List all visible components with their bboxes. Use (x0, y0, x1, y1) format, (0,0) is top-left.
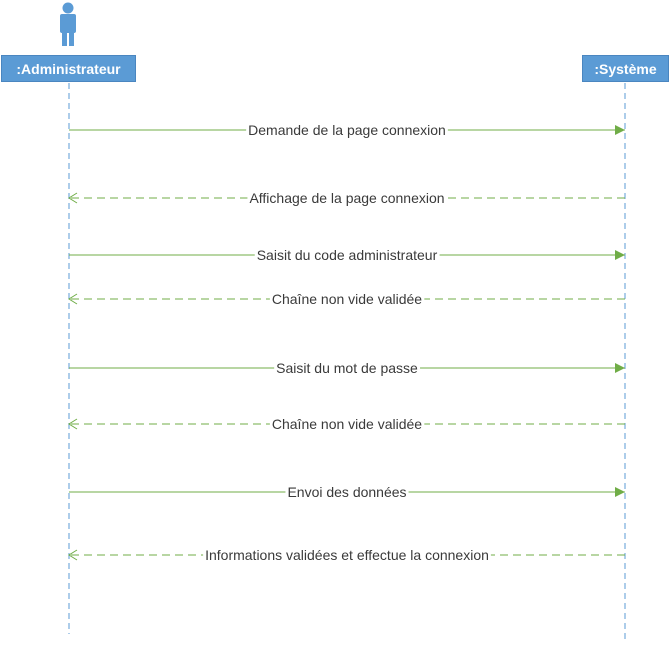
messages (69, 121, 625, 564)
filled-arrowhead (615, 250, 625, 260)
message-label: Informations validées et effectue la connexion (205, 547, 489, 563)
filled-arrowhead (615, 487, 625, 497)
message-1[interactable] (69, 121, 625, 139)
filled-arrowhead (615, 363, 625, 373)
message-label: Envoi des données (287, 484, 407, 500)
message-label: Chaîne non vide validée (271, 416, 423, 432)
message-6[interactable] (69, 415, 625, 433)
filled-arrowhead (615, 125, 625, 135)
message-8[interactable] (69, 546, 625, 564)
message-3[interactable] (69, 246, 625, 264)
message-4[interactable] (69, 290, 625, 308)
message-2[interactable] (69, 189, 625, 207)
message-label: Affichage de la page connexion (249, 190, 445, 206)
actor-icon (60, 3, 76, 47)
participant-administrateur[interactable]: :Administrateur (1, 55, 136, 82)
message-7[interactable] (69, 483, 625, 501)
message-5[interactable] (69, 359, 625, 377)
message-label: Saisit du code administrateur (256, 247, 438, 263)
message-label: Chaîne non vide validée (271, 291, 423, 307)
message-label: Demande de la page connexion (248, 122, 446, 138)
message-label: Saisit du mot de passe (276, 360, 418, 376)
participant-systeme[interactable]: :Système (582, 55, 669, 82)
